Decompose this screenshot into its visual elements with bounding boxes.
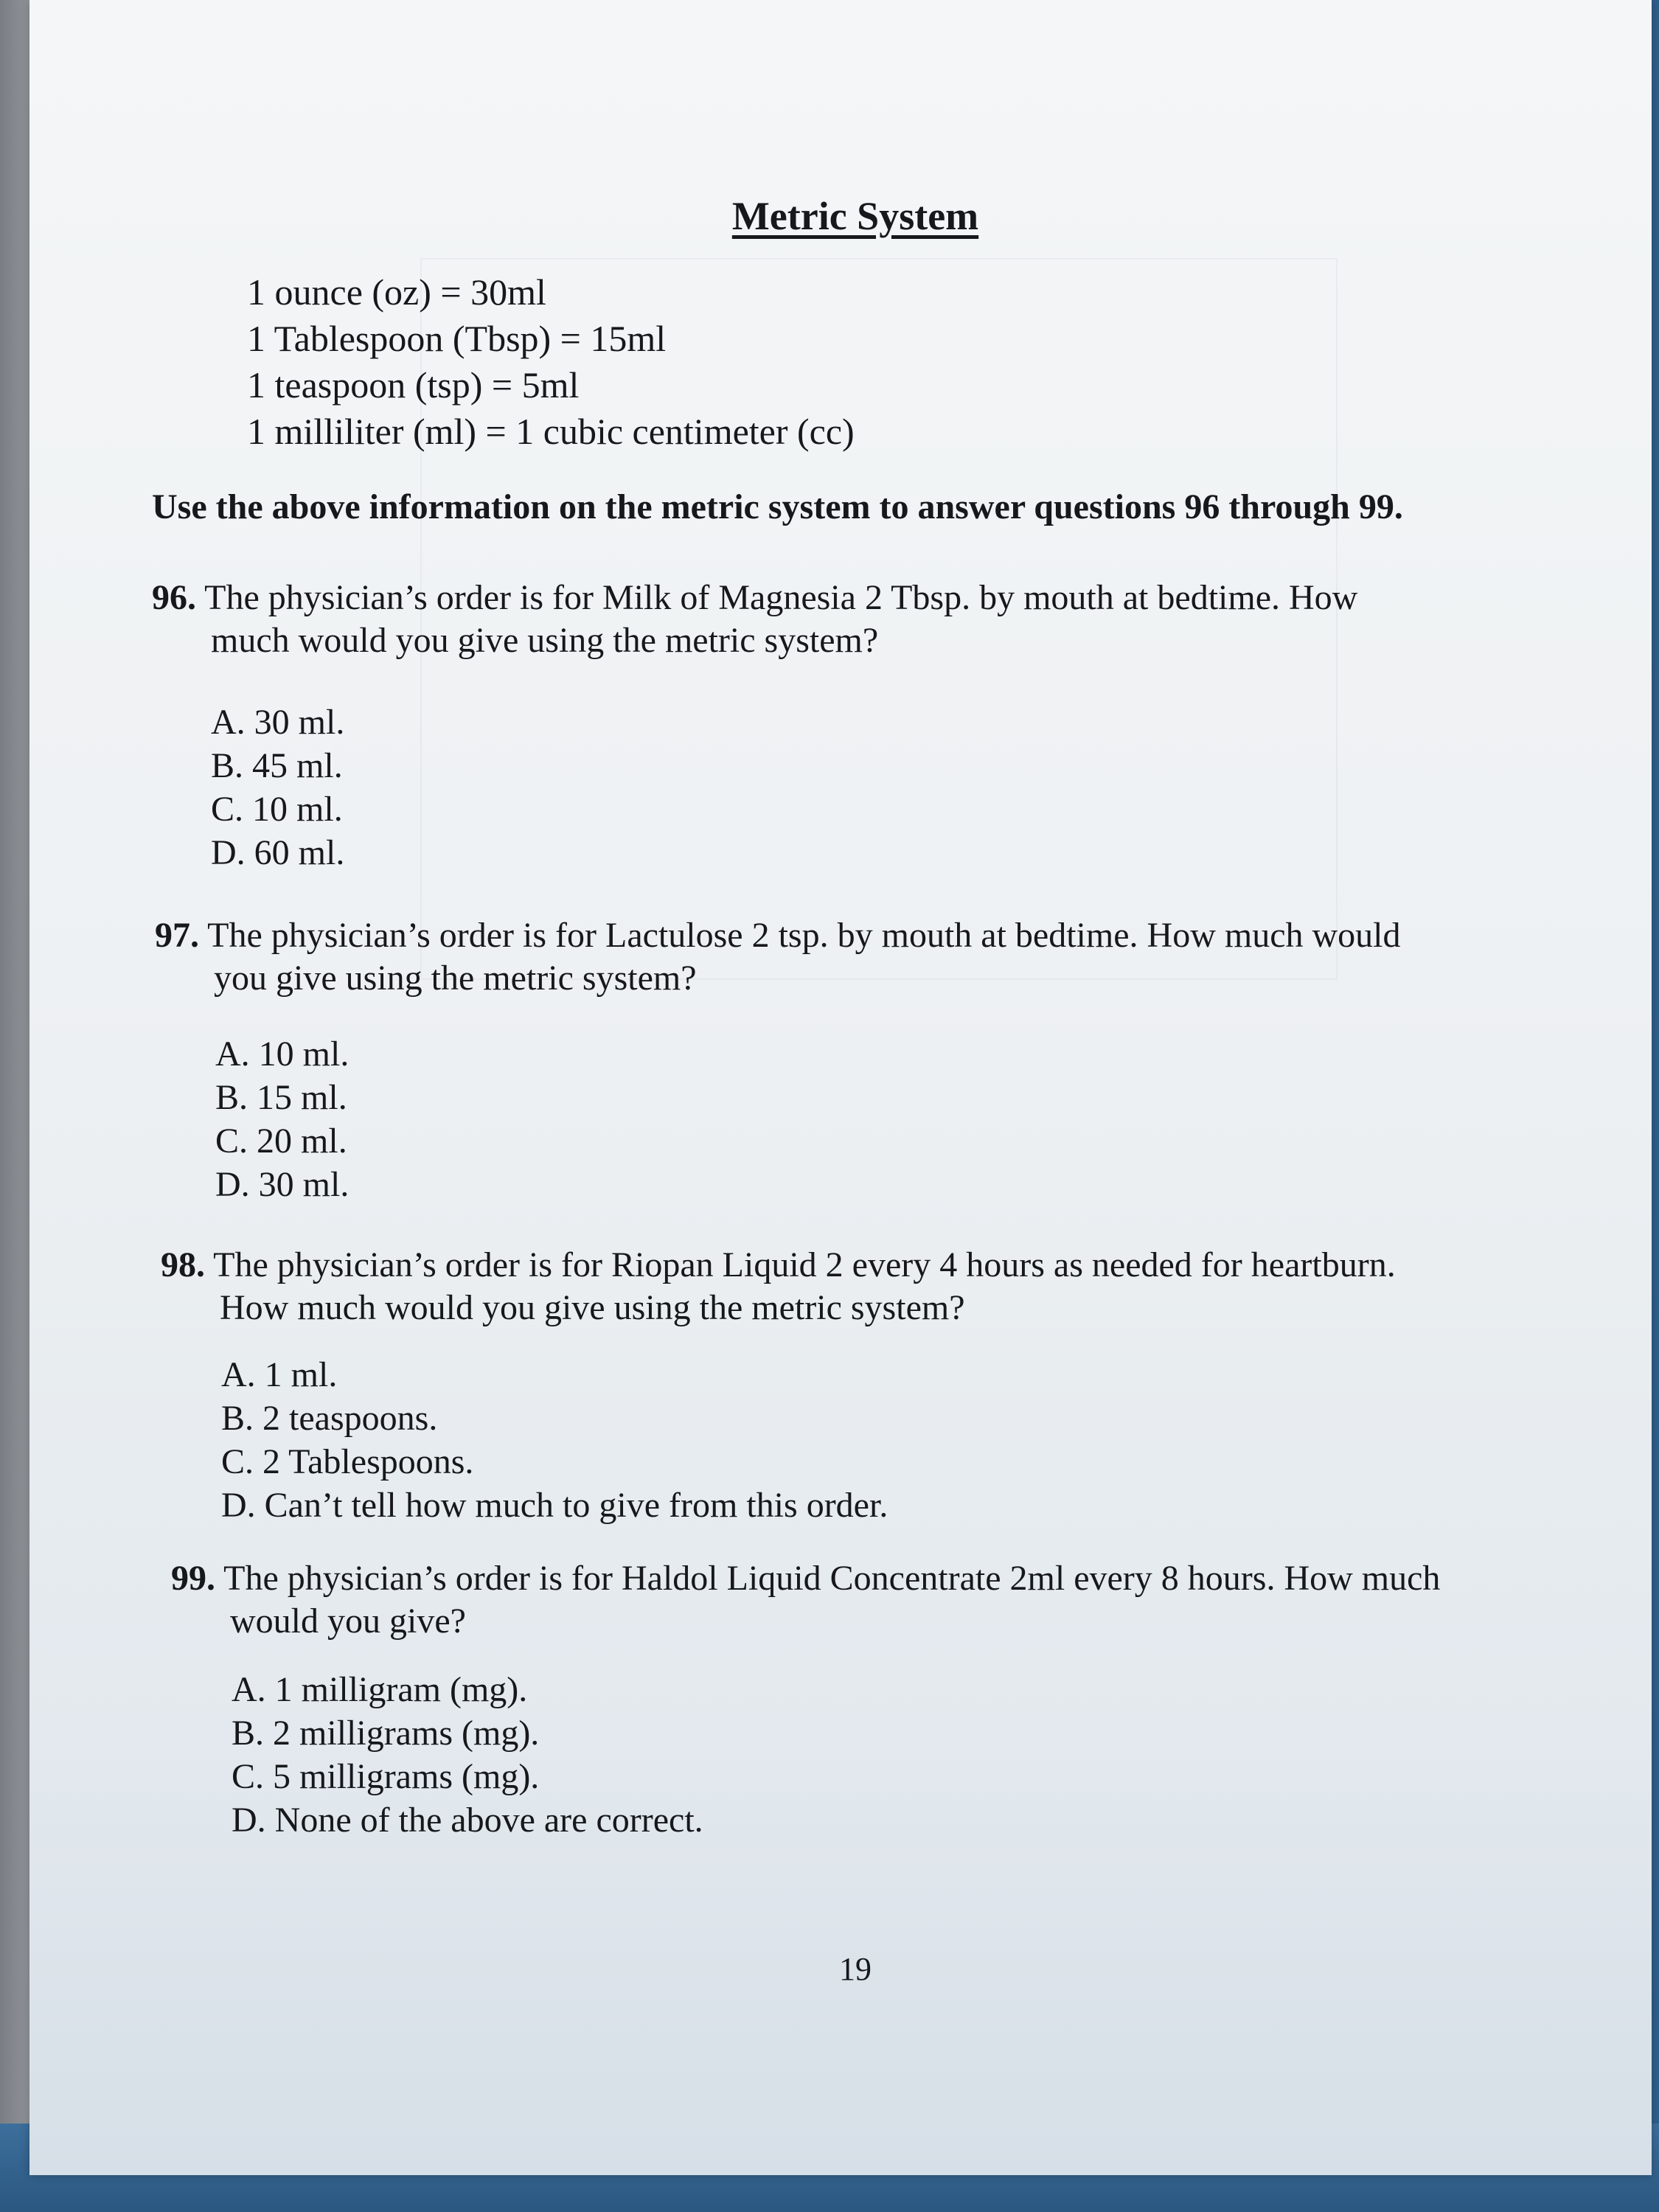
question-96-options bbox=[211, 700, 344, 874]
question-97 bbox=[155, 914, 1556, 1000]
question-98 bbox=[161, 1244, 1562, 1329]
conversion-item: 1 milliliter (ml) = 1 cubic centimeter (cc) bbox=[247, 411, 855, 452]
answer-option-b[interactable]: B. 15 ml. bbox=[215, 1078, 347, 1117]
conversion-item: 1 teaspoon (tsp) = 5ml bbox=[247, 364, 580, 406]
question-99 bbox=[171, 1557, 1572, 1643]
question-text-line2: much would you give using the metric system? bbox=[211, 621, 879, 660]
question-number: 99. bbox=[171, 1559, 215, 1598]
worksheet-page bbox=[29, 0, 1652, 2175]
question-96 bbox=[152, 577, 1553, 662]
instructions-text: Use the above information on the metric system to answer questions 96 through 99. bbox=[152, 487, 1403, 526]
answer-option-c[interactable]: C. 20 ml. bbox=[215, 1121, 347, 1161]
answer-option-d[interactable]: D. Can’t tell how much to give from this order. bbox=[221, 1486, 888, 1525]
question-98-options bbox=[221, 1353, 888, 1527]
answer-option-c[interactable]: C. 10 ml. bbox=[211, 790, 343, 829]
answer-option-a[interactable]: A. 10 ml. bbox=[215, 1034, 349, 1074]
answer-option-b[interactable]: B. 2 teaspoons. bbox=[221, 1399, 438, 1438]
answer-option-c[interactable]: C. 2 Tablespoons. bbox=[221, 1442, 474, 1481]
question-text-line1: The physician’s order is for Haldol Liquid Concentrate 2ml every 8 hours. How much bbox=[223, 1559, 1441, 1598]
page-number: 19 bbox=[839, 1951, 872, 1987]
question-text-line1: The physician’s order is for Lactulose 2 tsp. by mouth at bedtime. How much would bbox=[207, 916, 1401, 955]
question-99-options bbox=[232, 1668, 703, 1842]
question-text-line2: would you give? bbox=[230, 1601, 466, 1641]
question-text-line2: How much would you give using the metric system? bbox=[220, 1288, 965, 1327]
conversion-item: 1 Tablespoon (Tbsp) = 15ml bbox=[247, 318, 667, 359]
answer-option-d[interactable]: D. 30 ml. bbox=[215, 1165, 349, 1204]
question-number: 98. bbox=[161, 1245, 205, 1284]
conversion-list bbox=[247, 269, 855, 455]
answer-option-c[interactable]: C. 5 milligrams (mg). bbox=[232, 1757, 540, 1796]
answer-option-d[interactable]: D. 60 ml. bbox=[211, 833, 345, 872]
question-number: 97. bbox=[155, 916, 199, 955]
answer-option-a[interactable]: A. 30 ml. bbox=[211, 703, 345, 742]
question-text-line1: The physician’s order is for Riopan Liquid 2 every 4 hours as needed for heartburn. bbox=[213, 1245, 1396, 1284]
answer-option-d[interactable]: D. None of the above are correct. bbox=[232, 1801, 703, 1840]
conversion-item: 1 ounce (oz) = 30ml bbox=[247, 271, 546, 313]
answer-option-b[interactable]: B. 45 ml. bbox=[211, 746, 343, 785]
question-text-line2: you give using the metric system? bbox=[214, 959, 697, 998]
question-number: 96. bbox=[152, 578, 196, 617]
answer-option-a[interactable]: A. 1 milligram (mg). bbox=[232, 1670, 528, 1709]
answer-option-b[interactable]: B. 2 milligrams (mg). bbox=[232, 1714, 540, 1753]
question-97-options bbox=[215, 1032, 349, 1206]
question-text-line1: The physician’s order is for Milk of Magnesia 2 Tbsp. by mouth at bedtime. How bbox=[204, 578, 1358, 617]
page-title: Metric System bbox=[731, 194, 979, 238]
answer-option-a[interactable]: A. 1 ml. bbox=[221, 1355, 338, 1394]
